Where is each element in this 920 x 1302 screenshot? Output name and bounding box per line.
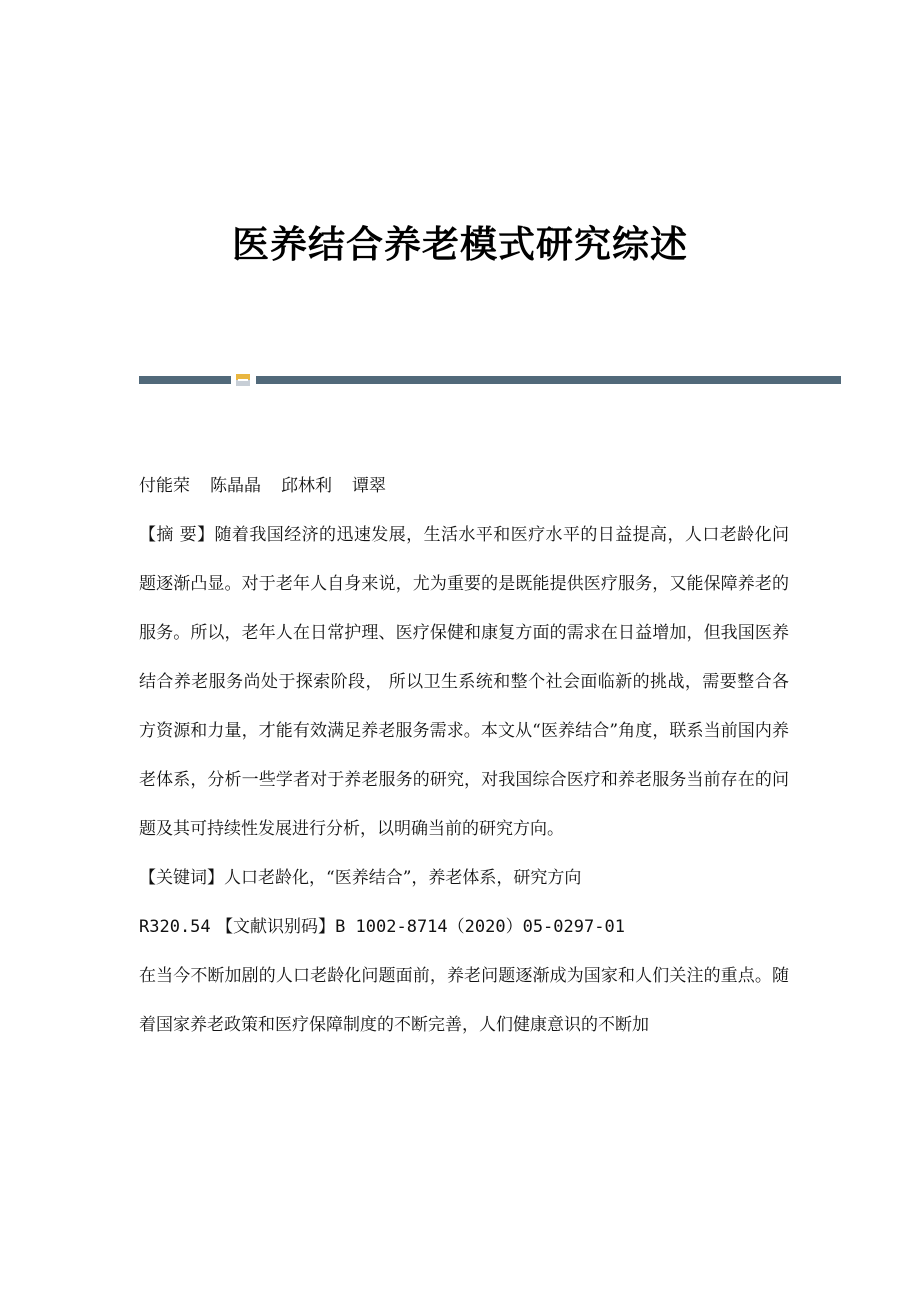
title-divider <box>139 374 841 386</box>
page-title: 医养结合养老模式研究综述 <box>232 223 688 266</box>
abstract-paragraph <box>139 511 789 854</box>
classification-paragraph <box>139 903 789 952</box>
author-name: 陈晶晶 <box>210 476 261 496</box>
author-list <box>139 462 789 511</box>
keywords-paragraph <box>139 854 789 903</box>
intro-paragraph: 在当今不断加剧的人口老龄化问题面前，养老问题逐渐成为国家和人们关注的重点。随着国家养老政策和医疗保障制度的不断完善，人们健康意识的不断加 <box>139 966 789 1035</box>
author-name: 邱林利 <box>281 476 332 496</box>
abstract-label: 【摘 要】 <box>139 525 215 545</box>
divider-emblem-icon <box>236 374 250 386</box>
keywords-text: 人口老龄化，“医养结合”，养老体系，研究方向 <box>224 868 582 888</box>
article-body <box>139 462 789 1050</box>
author-name: 付能荣 <box>139 476 190 496</box>
divider-bar-left <box>139 376 231 384</box>
classification-text: B 1002-8714（2020）05-0297-01 <box>335 917 625 937</box>
classification-code: R320.54 <box>139 917 211 937</box>
author-name: 谭翠 <box>352 476 386 496</box>
abstract-text: 随着我国经济的迅速发展，生活水平和医疗水平的日益提高，人口老龄化问题逐渐凸显。对于老年人自身来说，尤为重要的是既能提供医疗服务，又能保障养老的服务。所以，老年人在日常护理、医疗保健和康复方面的需求在日益增加，但我国医养结合养老服务尚处于探索阶段， 所以卫生系统和整个社会面临新的挑战，需要整合各方资源和力量，才能有效满足养老服务需求。本文从“医养结合”角度，联系当前国内养老体系，分析一些学者对于养老服务的研究，对我国综合医疗和养老服务当前存在的问题及其可持续性发展进行分析，以明确当前的研究方向。 <box>139 525 790 839</box>
classification-label: 【文献识别码】 <box>216 917 336 937</box>
divider-bar-right <box>256 376 841 384</box>
keywords-label: 【关键词】 <box>139 868 224 888</box>
